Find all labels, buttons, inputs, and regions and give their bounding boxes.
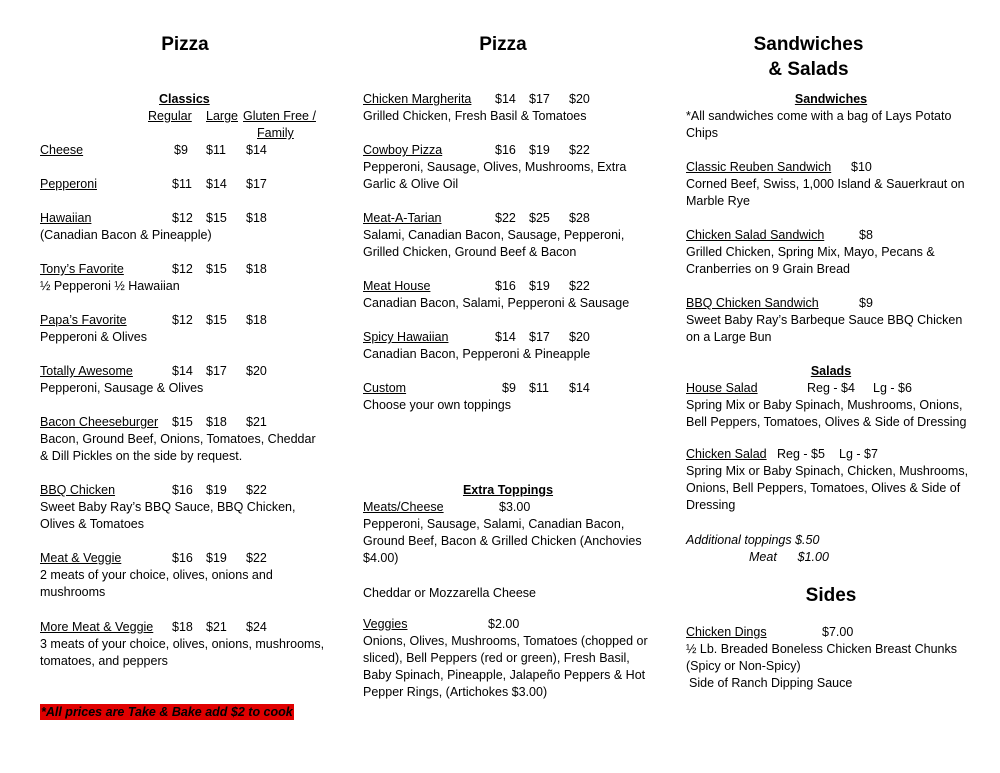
price-gluten-free: $18: [246, 211, 267, 225]
price-regular: $16: [172, 483, 193, 497]
price-large: $19: [529, 143, 550, 157]
price-large: $11: [206, 143, 226, 157]
price-gluten-free: $18: [246, 262, 267, 276]
price-gluten-free: $20: [246, 364, 267, 378]
price-large: $21: [206, 620, 227, 634]
item-description: (Canadian Bacon & Pineapple): [40, 228, 212, 242]
price-regular: $16: [172, 551, 193, 565]
salads-header: Salads: [810, 364, 852, 378]
topping-description: Pepperoni, Sausage, Salami, Canadian Bacon, Ground Beef, Bacon & Grilled Chicken (Anchovies $4.00): [363, 517, 642, 565]
sides-title: Sides: [805, 585, 857, 606]
item-description: Spring Mix or Baby Spinach, Mushrooms, Onions, Bell Peppers, Tomatoes, Olives & Side of Dressing: [686, 398, 967, 429]
menu-item: [363, 210, 658, 261]
menu-item: [40, 210, 325, 244]
topping-name: Veggies: [363, 617, 408, 631]
menu-item: [363, 142, 658, 193]
price-gluten-free: $18: [246, 313, 267, 327]
price-gluten-free: $14: [246, 143, 267, 157]
item-name: Meat-A-Tarian: [363, 211, 442, 225]
price-large: $15: [206, 262, 227, 276]
meats-cheese-topping: [363, 499, 658, 567]
price-large: Lg - $7: [839, 447, 878, 461]
item-name: Tony’s Favorite: [40, 262, 124, 276]
price-regular: $12: [172, 211, 193, 225]
item-name: Spicy Hawaiian: [363, 330, 449, 344]
price-regular: $9: [174, 143, 188, 157]
sandwiches-header: Sandwiches: [794, 92, 868, 106]
menu-item: [40, 414, 325, 465]
item-description: Grilled Chicken, Spring Mix, Mayo, Pecans & Cranberries on 9 Grain Bread: [686, 245, 935, 276]
price-regular: $14: [172, 364, 193, 378]
menu-item: [363, 91, 658, 125]
item-description: Canadian Bacon, Salami, Pepperoni & Sausage: [363, 296, 630, 310]
item-price: $10: [851, 160, 872, 174]
item-description: Sweet Baby Ray’s BBQ Sauce, BBQ Chicken, Olives & Tomatoes: [40, 500, 296, 531]
item-name: Hawaiian: [40, 211, 92, 225]
item-description: Pepperoni & Olives: [40, 330, 148, 344]
item-name: Bacon Cheeseburger: [40, 415, 159, 429]
item-name: Cowboy Pizza: [363, 143, 443, 157]
additional-meat-line: Meat $1.00: [749, 550, 829, 564]
item-description: Pepperoni, Sausage, Olives, Mushrooms, Extra Garlic & Olive Oil: [363, 160, 627, 191]
cheese-topping-line: Cheddar or Mozzarella Cheese: [363, 586, 537, 600]
price-gluten-free: $22: [569, 279, 590, 293]
price-regular: $16: [495, 279, 516, 293]
menu-item: [40, 176, 325, 193]
item-description: 3 meats of your choice, olives, onions, mushrooms, tomatoes, and peppers: [40, 637, 325, 668]
price-large: $17: [529, 330, 550, 344]
item-name: Meat & Veggie: [40, 551, 122, 565]
price-large: $19: [529, 279, 550, 293]
price-regular: $11: [172, 177, 192, 191]
item-name: Chicken Salad Sandwich: [686, 228, 825, 242]
item-description: Choose your own toppings: [363, 398, 512, 412]
sides-item: [686, 624, 976, 692]
sandwiches-note: *All sandwiches come with a bag of Lays Potato Chips: [686, 109, 952, 140]
item-name: Custom: [363, 381, 407, 395]
price-large: $15: [206, 211, 227, 225]
item-name: Chicken Margherita: [363, 92, 472, 106]
additional-toppings-line: Additional toppings $.50: [686, 533, 820, 547]
item-name: BBQ Chicken: [40, 483, 116, 497]
topping-price: $2.00: [488, 617, 520, 631]
item-side-note: Side of Ranch Dipping Sauce: [689, 676, 853, 690]
price-gluten-free: $24: [246, 620, 267, 634]
price-regular: $22: [495, 211, 516, 225]
price-large: $19: [206, 483, 227, 497]
item-name: Chicken Salad: [686, 447, 767, 461]
item-price: $7.00: [822, 625, 854, 639]
price-regular: $15: [172, 415, 193, 429]
item-description: 2 meats of your choice, olives, onions and mushrooms: [40, 568, 273, 599]
item-description: Grilled Chicken, Fresh Basil & Tomatoes: [363, 109, 587, 123]
price-large: Lg - $6: [873, 381, 912, 395]
price-regular: $14: [495, 92, 516, 106]
price-regular: $14: [495, 330, 516, 344]
item-description: Canadian Bacon, Pepperoni & Pineapple: [363, 347, 591, 361]
column-title: Pizza: [479, 34, 527, 55]
item-name: Papa’s Favorite: [40, 313, 127, 327]
price-gluten-free: $28: [569, 211, 590, 225]
salad-item: [686, 446, 976, 514]
price-gluten-free: $14: [569, 381, 590, 395]
item-description: Spring Mix or Baby Spinach, Chicken, Mushrooms, Onions, Bell Peppers, Tomatoes, Olives & Side of Dressing: [686, 464, 969, 512]
price-large: $15: [206, 313, 227, 327]
menu-item: [40, 142, 325, 159]
column-title: Pizza: [161, 34, 209, 55]
menu-item: [40, 550, 325, 601]
price-gluten-free: $22: [246, 551, 267, 565]
price-gluten-free: $22: [569, 143, 590, 157]
item-price: $8: [859, 228, 873, 242]
item-description: Pepperoni, Sausage & Olives: [40, 381, 204, 395]
item-name: Cheese: [40, 143, 84, 157]
item-price: $9: [859, 296, 873, 310]
topping-price: $3.00: [499, 500, 531, 514]
menu-item: [40, 363, 325, 397]
topping-name: Meats/Cheese: [363, 500, 444, 514]
item-name: Totally Awesome: [40, 364, 133, 378]
size-large: Large: [206, 109, 238, 123]
item-name: Chicken Dings: [686, 625, 767, 639]
price-large: $19: [206, 551, 227, 565]
price-regular: $12: [172, 262, 193, 276]
menu-item: [363, 278, 658, 312]
price-regular: $12: [172, 313, 193, 327]
item-description: ½ Lb. Breaded Boneless Chicken Breast Chunks (Spicy or Non-Spicy): [686, 642, 957, 673]
salad-item: [686, 380, 976, 431]
menu-item: [40, 482, 325, 533]
menu-item: [40, 261, 325, 295]
size-gluten-free: Gluten Free /: [243, 109, 316, 123]
column-title: [686, 32, 931, 82]
item-name: Meat House: [363, 279, 431, 293]
sandwich-item: [686, 159, 976, 210]
price-large: $17: [529, 92, 550, 106]
item-name: More Meat & Veggie: [40, 620, 154, 634]
price-regular: $16: [495, 143, 516, 157]
item-name: House Salad: [686, 381, 758, 395]
price-regular: Reg - $5: [777, 447, 825, 461]
veggies-topping: [363, 616, 658, 701]
item-description: ½ Pepperoni ½ Hawaiian: [40, 279, 180, 293]
item-description: Corned Beef, Swiss, 1,000 Island & Sauerkraut on Marble Rye: [686, 177, 965, 208]
item-description: Bacon, Ground Beef, Onions, Tomatoes, Cheddar & Dill Pickles on the side by request.: [40, 432, 316, 463]
sandwich-item: [686, 295, 976, 346]
item-description: Salami, Canadian Bacon, Sausage, Pepperoni, Grilled Chicken, Ground Beef & Bacon: [363, 228, 625, 259]
price-regular: Reg - $4: [807, 381, 855, 395]
menu-item: [40, 619, 325, 670]
column-title-line-2: & Salads: [768, 59, 849, 80]
price-gluten-free: $20: [569, 330, 590, 344]
price-large: $14: [206, 177, 227, 191]
price-large: $17: [206, 364, 227, 378]
price-large: $18: [206, 415, 227, 429]
item-name: Pepperoni: [40, 177, 97, 191]
item-name: BBQ Chicken Sandwich: [686, 296, 819, 310]
price-regular: $9: [502, 381, 516, 395]
sandwich-item: [686, 227, 976, 278]
price-gluten-free: $20: [569, 92, 590, 106]
item-name: Classic Reuben Sandwich: [686, 160, 832, 174]
price-large: $11: [529, 381, 549, 395]
topping-description: Onions, Olives, Mushrooms, Tomatoes (chopped or sliced), Bell Peppers (red or green), Fresh Basil, Baby Spinach, Pineapple, Jalapeño Peppers & Hot Pepper Rings, (Artichokes $3.00): [363, 634, 648, 699]
price-gluten-free: $21: [246, 415, 267, 429]
column-title-line-1: Sandwiches: [753, 34, 864, 55]
menu-item: [363, 380, 658, 414]
menu-item: [40, 312, 325, 346]
item-description: Sweet Baby Ray’s Barbeque Sauce BBQ Chicken on a Large Bun: [686, 313, 963, 344]
classics-header: Classics: [159, 92, 210, 106]
price-gluten-free: $22: [246, 483, 267, 497]
size-family: Family: [257, 126, 294, 140]
extra-toppings-header: Extra Toppings: [462, 483, 554, 497]
size-regular: Regular: [148, 109, 192, 123]
price-large: $25: [529, 211, 550, 225]
price-regular: $18: [172, 620, 193, 634]
take-and-bake-note: *All prices are Take & Bake add $2 to cook: [41, 705, 293, 719]
menu-item: [363, 329, 658, 363]
price-gluten-free: $17: [246, 177, 267, 191]
